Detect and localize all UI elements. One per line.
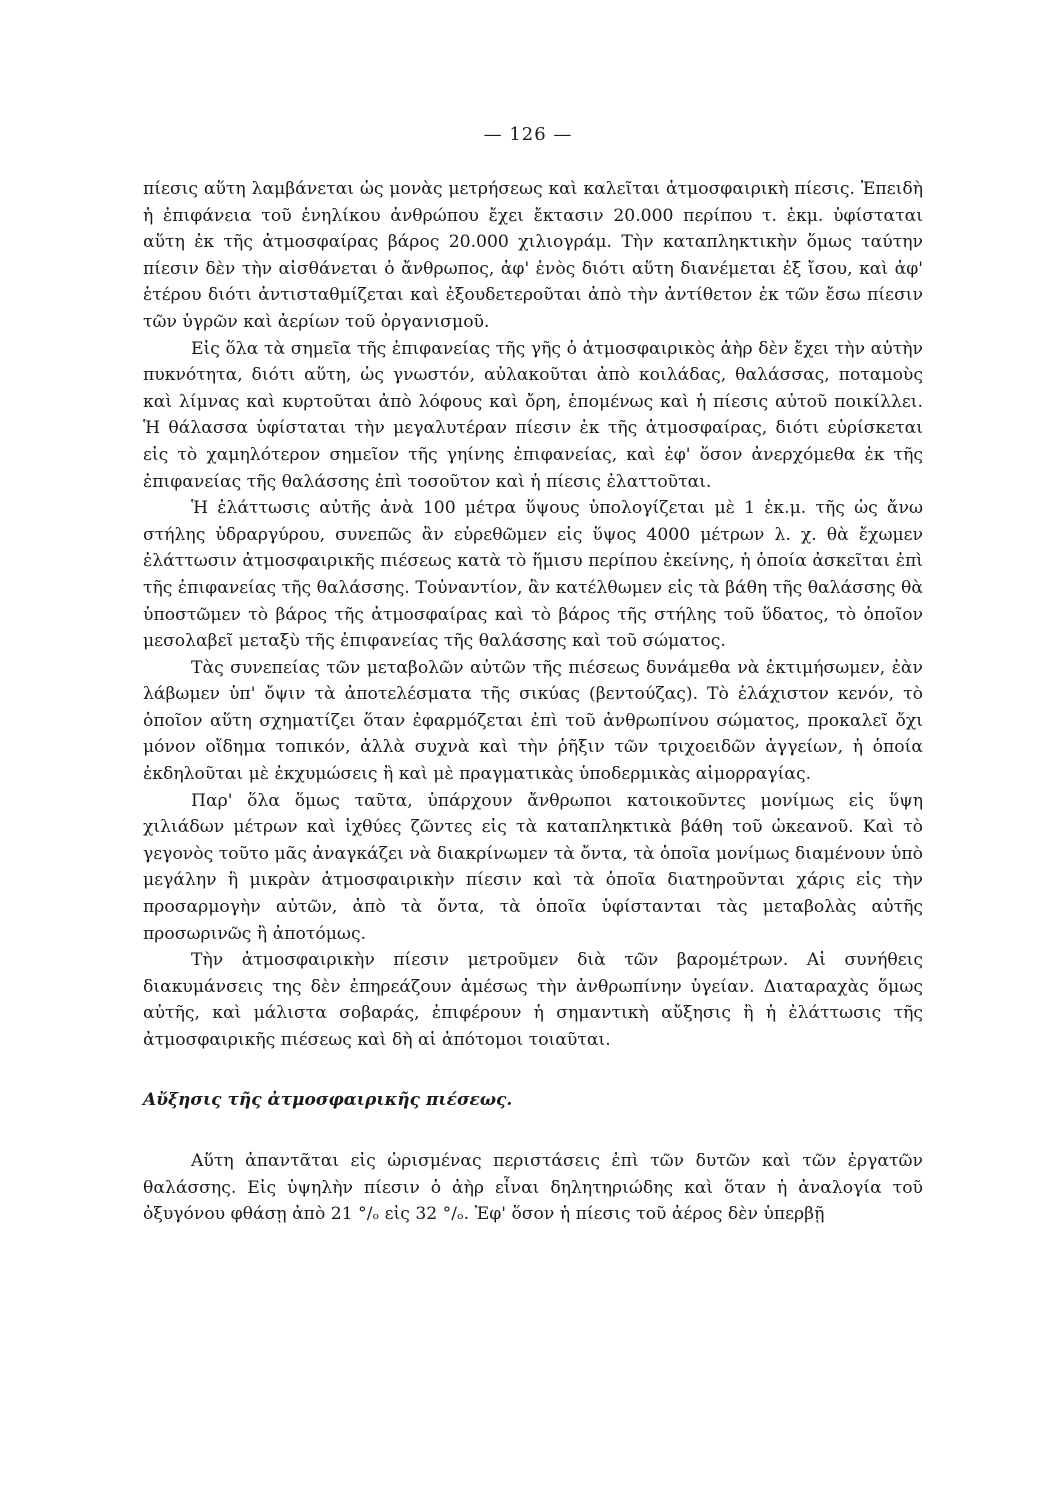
paragraph-cupping-effects: Τὰς συνεπείας τῶν μεταβολῶν αὐτῶν τῆς πιέσεως δυνάμεθα νὰ ἐκτιμήσωμεν, ἐὰν λάβωμεν ὑπ' ὄψιν τὰ ἀποτελέσματα τῆς σικύας (βεντούζας). Τὸ ἐλάχιστον κενόν, τὸ ὁποῖον αὕτη σχηματίζει ὅταν ἐφαρμόζεται ἐπὶ τοῦ ἀνθρωπίνου σώματος, προκαλεῖ ὄχι μόνον οἴδημα τοπικόν, ἀλλὰ συχνὰ καὶ τὴν ῥῆξιν τῶν τριχοειδῶν ἀγγείων, ἡ ὁποία ἐκδηλοῦται μὲ ἐκχυμώσεις ἢ καὶ μὲ πραγματικὰς ὑποδερμικὰς αἱμορραγίας.: [143, 657, 923, 785]
paragraph-barometers: Τὴν ἀτμοσφαιρικὴν πίεσιν μετροῦμεν διὰ τῶν βαρομέτρων. Αἱ συνήθεις διακυμάνσεις της δὲν ἐπηρεάζουν ἀμέσως τὴν ἀνθρωπίνην ὑγείαν. Διαταραχὰς ὅμως αὐτῆς, καὶ μάλιστα σοβαράς, ἐπιφέρουν ἡ σημαντικὴ αὔξησις ἢ ἡ ἐλάττωσις τῆς ἀτμοσφαιρικῆς πιέσεως καὶ δὴ αἱ ἀπότομοι τοιαῦται.: [143, 950, 923, 1050]
paragraph-altitude-reduction: Ἡ ἐλάττωσις αὐτῆς ἀνὰ 100 μέτρα ὕψους ὑπολογίζεται μὲ 1 ἑκ.μ. τῆς ὡς ἄνω στήλης ὑδραργύρου, συνεπῶς ἂν εὑρεθῶμεν εἰς ὕψος 4000 μέτρων λ. χ. θὰ ἔχωμεν ἐλάττωσιν ἀτμοσφαιρικῆς πιέσεως κατὰ τὸ ἥμισυ περίπου ἐκείνης, ἡ ὁποία ἀσκεῖται ἐπὶ τῆς ἐπιφανείας τῆς θαλάσσης. Τοὐναντίον, ἂν κατέλθωμεν εἰς τὰ βάθη τῆς θαλάσσης θὰ ὑποστῶμεν τὸ βάρος τῆς ἀτμοσφαίρας καὶ τὸ βάρος τῆς στήλης τοῦ ὕδατος, τὸ ὁποῖον μεσολαβεῖ μεταξὺ τῆς ἐπιφανείας τῆς θαλάσσης καὶ τοῦ σώματος.: [143, 498, 923, 652]
paragraph-surface-variation: Εἰς ὅλα τὰ σημεῖα τῆς ἐπιφανείας τῆς γῆς ὁ ἀτμοσφαιρικὸς ἀὴρ δὲν ἔχει τὴν αὐτὴν πυκνότητα, διότι αὕτη, ὡς γνωστόν, αὐλακοῦται ἀπὸ κοιλάδας, θαλάσσας, ποταμοὺς καὶ λίμνας καὶ κυρτοῦται ἀπὸ λόφους καὶ ὄρη, ἑπομένως καὶ ἡ πίεσις αὐτοῦ ποικίλλει. Ἡ θάλασσα ὑφίσταται τὴν μεγαλυτέραν πίεσιν ἐκ τῆς ἀτμοσφαίρας, διότι εὑρίσκεται εἰς τὸ χαμηλότερον σημεῖον τῆς γηίνης ἐπιφανείας, καὶ ἐφ' ὅσον ἀνερχόμεθα ἐκ τῆς ἐπιφανείας τῆς θαλάσσης ἐπὶ τοσοῦτον καὶ ἡ πίεσις ἐλαττοῦται.: [143, 338, 923, 492]
paragraph-continuation: πίεσις αὕτη λαμβάνεται ὡς μονὰς μετρήσεως καὶ καλεῖται ἀτμοσφαιρικὴ πίεσις. Ἐπειδὴ ἡ ἐπιφάνεια τοῦ ἐνηλίκου ἀνθρώπου ἔχει ἔκτασιν 20.000 περίπου τ. ἑκμ. ὑφίσταται αὕτη ἐκ τῆς ἀτμοσφαίρας βάρος 20.000 χιλιογράμ. Τὴν καταπληκτικὴν ὅμως ταύτην πίεσιν δὲν τὴν αἰσθάνεται ὁ ἄνθρωπος, ἀφ' ἑνὸς διότι αὕτη διανέμεται ἐξ ἴσου, καὶ ἀφ' ἑτέρου διότι ἀντισταθμίζεται καὶ ἐξουδετεροῦται ἀπὸ τὴν ἀντίθετον ἐκ τῶν ἔσω πίεσιν τῶν ὑγρῶν καὶ ἀερίων τοῦ ὀργανισμοῦ.: [143, 179, 923, 332]
paragraph-divers: Αὕτη ἀπαντᾶται εἰς ὡρισμένας περιστάσεις ἐπὶ τῶν δυτῶν καὶ τῶν ἐργατῶν θαλάσσης. Εἰς ὑψηλὴν πίεσιν ὁ ἀὴρ εἶναι δηλητηριώδης καὶ ὅταν ἡ ἀναλογία τοῦ ὀξυγόνου φθάσῃ ἀπὸ 21 °/ₒ εἰς 32 °/ₒ. Ἐφ' ὅσον ἡ πίεσις τοῦ ἀέρος δὲν ὑπερβῇ: [143, 1151, 923, 1225]
page-number: — 126 —: [483, 124, 573, 145]
body-text: [143, 176, 923, 1228]
paragraph-adaptation: Παρ' ὅλα ὅμως ταῦτα, ὑπάρχουν ἄνθρωποι κατοικοῦντες μονίμως εἰς ὕψη χιλιάδων μέτρων καὶ ἰχθύες ζῶντες εἰς τὰ καταπληκτικὰ βάθη τοῦ ὠκεανοῦ. Καὶ τὸ γεγονὸς τοῦτο μᾶς ἀναγκάζει νὰ διακρίνωμεν τὰ ὄντα, τὰ ὁποῖα μονίμως διαμένουν ὑπὸ μεγάλην ἢ μικρὰν ἀτμοσφαιρικὴν πίεσιν καὶ τὰ ὁποῖα διατηροῦνται χάρις εἰς τὴν προσαρμογὴν αὐτῶν, ἀπὸ τὰ ὄντα, τὰ ὁποῖα ὑφίστανται τὰς μεταβολὰς αὐτῆς προσωρινῶς ἢ ἀποτόμως.: [143, 790, 923, 944]
section-heading: Αὔξησις τῆς ἀτμοσφαιρικῆς πιέσεως.: [143, 1089, 513, 1110]
